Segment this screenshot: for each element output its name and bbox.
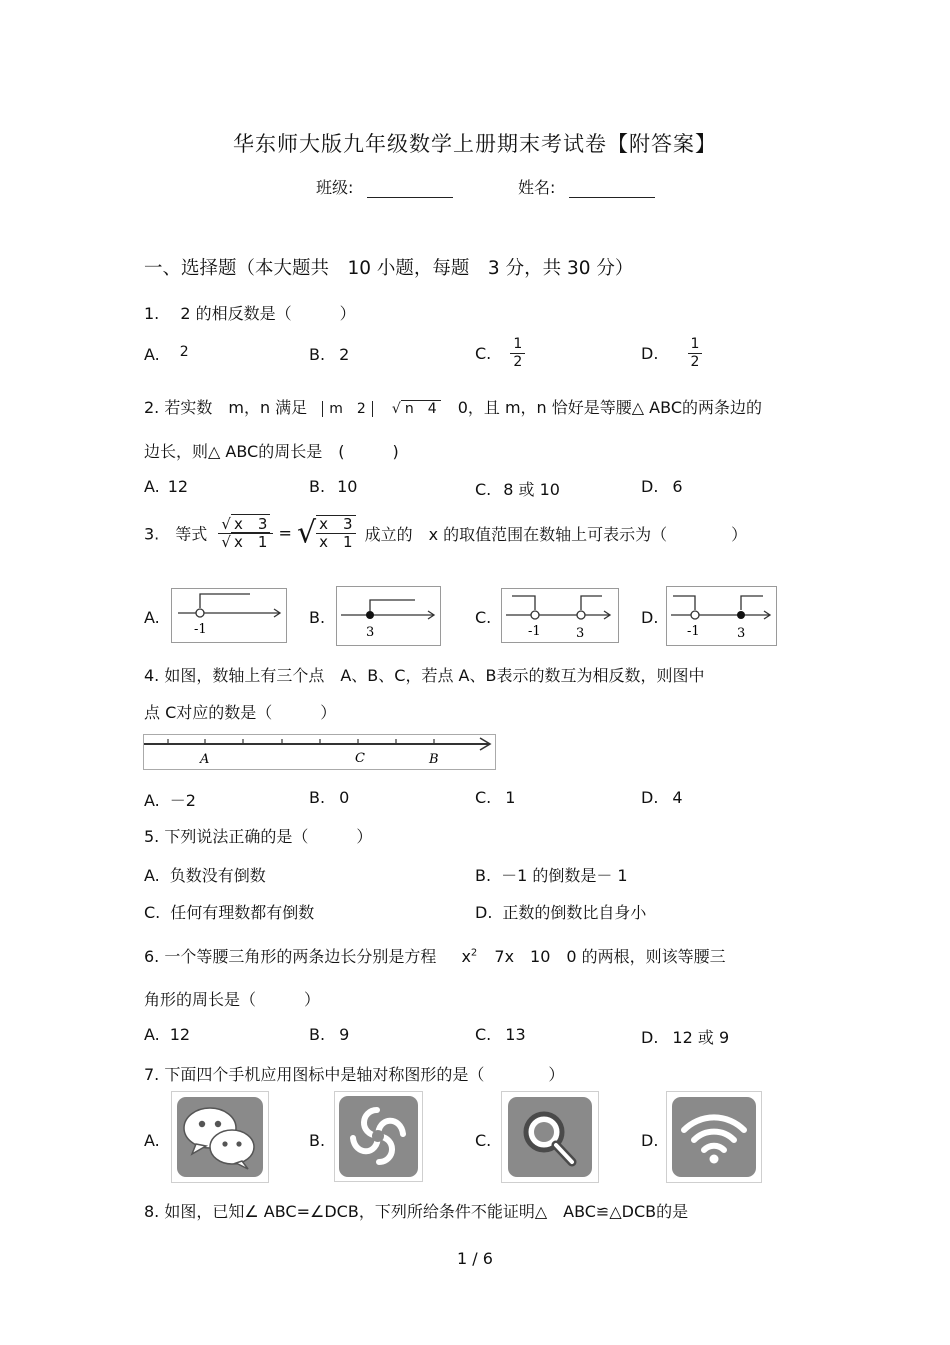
- q5-stem: 5. 下列说法正确的是（ ）: [144, 827, 373, 846]
- swirl-icon: [334, 1091, 423, 1182]
- q4-option-d: D. 4: [641, 788, 683, 807]
- section-heading: 一、选择题（本大题共 10 小题，每题 3 分，共 30 分）: [144, 258, 634, 279]
- svg-text:3: 3: [737, 626, 746, 641]
- q6-option-c: C. 13: [475, 1025, 526, 1044]
- q6-stem-line1: 6. 一个等腰三角形的两条边长分别是方程 $x^2$ 7x 10 0 的两根，则该等腰三: [144, 947, 726, 966]
- svg-text:A: A: [200, 752, 210, 767]
- q3-number-line-c: [501, 588, 619, 643]
- wechat-icon: [171, 1091, 269, 1183]
- q3-number-line-b: [336, 586, 441, 646]
- q7-option-b: B.: [309, 1131, 326, 1150]
- svg-text:-1: -1: [194, 622, 207, 637]
- svg-text:3: 3: [576, 626, 585, 641]
- q4-option-c: C. 1: [475, 788, 516, 807]
- q5-option-d: D. 正数的倒数比自身小: [475, 903, 647, 922]
- search-icon: [501, 1091, 599, 1183]
- q3-option-d: D.: [641, 608, 659, 627]
- name-label: 姓名:: [518, 178, 556, 197]
- svg-text:-1: -1: [528, 624, 541, 639]
- q4-stem-line1: 4. 如图，数轴上有三个点 A、B、C，若点 A、B表示的数互为相反数，则图中: [144, 666, 705, 685]
- name-field: [518, 175, 655, 198]
- name-blank: [569, 179, 655, 198]
- q2-sqrt-expr: √ n 4: [392, 401, 441, 417]
- q3-number-line-a: [171, 588, 287, 643]
- q2-option-c: C. 8 或 10: [475, 480, 560, 499]
- q2-option-b: B. 10: [309, 477, 358, 496]
- page-title: 华东师大版九年级数学上册期末考试卷【附答案】: [233, 132, 717, 156]
- q2-stem-line1: 2. 若实数 m，n 满足 m 2 √ n 4 0，且 m，n 恰好是等腰△ ABC的两条边的: [144, 398, 762, 417]
- q3-option-b: B.: [309, 608, 326, 627]
- q3-option-c: C.: [475, 608, 492, 627]
- q3-option-a: A.: [144, 608, 160, 627]
- q6-option-d: D. 12 或 9: [641, 1028, 730, 1047]
- q4-option-a: A. －2: [144, 791, 196, 810]
- q3-fraction-right: $\frac{x 3}{x 1}$: [316, 515, 355, 551]
- q7-stem: 7. 下面四个手机应用图标中是轴对称图形的是（ ）: [144, 1065, 565, 1084]
- page-number: 1 / 6: [457, 1249, 493, 1268]
- q3-stem: 3. 等式 $\frac{√ x 3}{√ x 1}$ = √ $\frac{x 3}{x 1}$ 成立的 x 的取值范围在数轴上可表示为（ ）: [144, 514, 748, 551]
- q1-option-a: A. 2: [144, 344, 189, 364]
- q2-option-a: A. 12: [144, 477, 189, 496]
- q8-stem: 8. 如图，已知∠ ABC=∠DCB，下列所给条件不能证明△ ABC≌△DCB的是: [144, 1202, 689, 1221]
- q7-option-d: D.: [641, 1131, 659, 1150]
- q1-stem: 1. 2 的相反数是（ ）: [144, 304, 356, 323]
- wifi-icon: [666, 1091, 762, 1183]
- q1-option-d: D. $\frac{1}{2}$: [641, 336, 702, 371]
- q1-option-b: B. 2: [309, 345, 350, 364]
- q7-option-a: A.: [144, 1131, 160, 1150]
- q6-option-a: A. 12: [144, 1025, 191, 1044]
- q4-stem-line2: 点 C对应的数是（ ）: [144, 703, 337, 722]
- svg-text:-1: -1: [687, 624, 700, 639]
- svg-text:C: C: [355, 751, 365, 766]
- q6-option-b: B. 9: [309, 1025, 350, 1044]
- q5-option-c: C. 任何有理数都有倒数: [144, 903, 315, 922]
- q4-number-line: [143, 734, 496, 770]
- q4-option-b: B. 0: [309, 788, 350, 807]
- svg-text:B: B: [429, 752, 439, 767]
- q3-number-line-d: [666, 586, 777, 646]
- class-blank: [367, 179, 453, 198]
- q5-option-a: A. 负数没有倒数: [144, 866, 266, 885]
- q5-option-b: B. －1 的倒数是－ 1: [475, 866, 628, 885]
- q2-abs-expr: m 2: [322, 401, 373, 417]
- q1-option-c: C. $\frac{1}{2}$: [475, 336, 525, 371]
- class-field: [316, 175, 453, 198]
- q3-fraction-left: $\frac{√ x 3}{√ x 1}$: [218, 516, 273, 551]
- q2-stem-line2: 边长，则△ ABC的周长是 ( ): [144, 442, 399, 461]
- class-label: 班级:: [316, 178, 354, 197]
- q6-stem-line2: 角形的周长是（ ）: [144, 990, 321, 1009]
- q2-option-d: D. 6: [641, 477, 683, 496]
- q7-option-c: C.: [475, 1131, 492, 1150]
- svg-text:3: 3: [366, 625, 375, 640]
